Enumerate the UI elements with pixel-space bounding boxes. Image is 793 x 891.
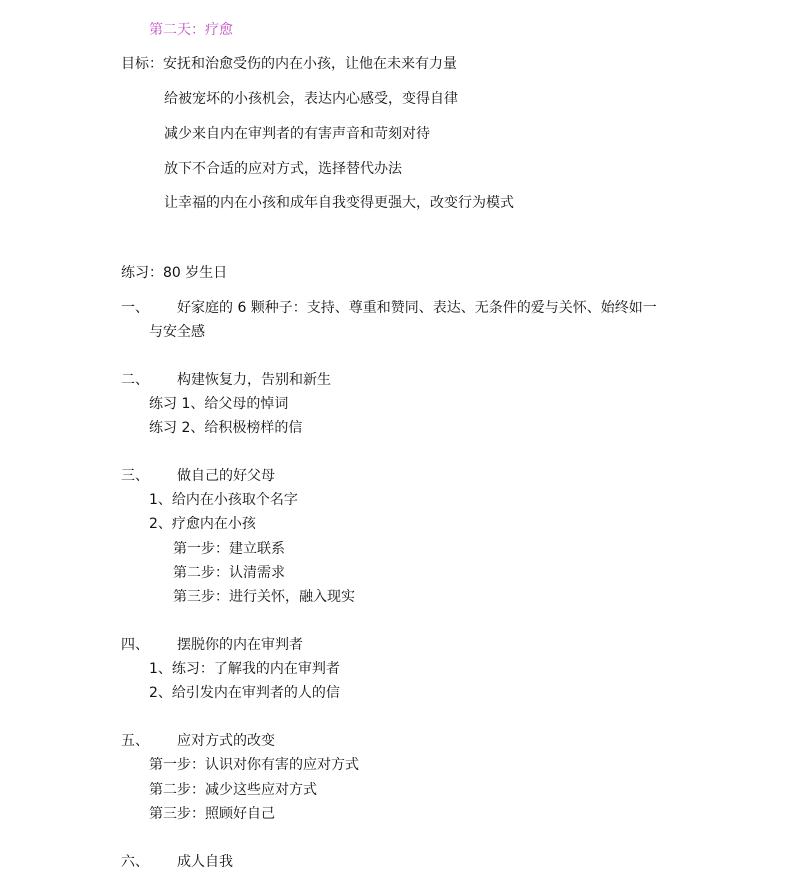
section-item: 第二步：减少这些应对方式 <box>149 782 317 798</box>
goal-item: 减少来自内在审判者的有害声音和苛刻对待 <box>164 126 430 142</box>
section-item: 练习 2、给积极榜样的信 <box>149 420 303 436</box>
section-item: 2、疗愈内在小孩 <box>149 516 256 532</box>
section-number: 三、 <box>121 468 149 484</box>
section-number: 一、 <box>121 300 149 316</box>
goal-item: 给被宠坏的小孩机会，表达内心感受，变得自律 <box>164 91 458 107</box>
section-item: 1、练习：了解我的内在审判者 <box>149 661 340 677</box>
section-number: 四、 <box>121 637 149 653</box>
section-number: 二、 <box>121 372 149 388</box>
section-item: 第一步：认识对你有害的应对方式 <box>149 757 359 773</box>
section-number: 五、 <box>121 733 149 749</box>
goal-item: 让幸福的内在小孩和成年自我变得更强大，改变行为模式 <box>164 195 514 211</box>
section-item: 1、给内在小孩取个名字 <box>149 492 298 508</box>
section-item: 练习 1、给父母的悼词 <box>149 396 289 412</box>
section-title: 应对方式的改变 <box>177 733 275 749</box>
section-title: 构建恢复力，告别和新生 <box>177 372 331 388</box>
section-title-continuation: 与安全感 <box>149 324 205 340</box>
section-subitem: 第一步：建立联系 <box>173 541 285 557</box>
section-title: 好家庭的 6 颗种子：支持、尊重和赞同、表达、无条件的爱与关怀、始终如一 <box>177 300 657 316</box>
day-title: 第二天：疗愈 <box>149 22 233 38</box>
section-item: 2、给引发内在审判者的人的信 <box>149 685 340 701</box>
section-subitem: 第二步：认清需求 <box>173 565 285 581</box>
goal-item: 放下不合适的应对方式，选择替代办法 <box>164 161 402 177</box>
goal-line: 目标：安抚和治愈受伤的内在小孩，让他在未来有力量 <box>121 56 457 72</box>
section-item: 第三步：照顾好自己 <box>149 806 275 822</box>
exercise-title: 练习：80 岁生日 <box>121 265 228 281</box>
section-subitem: 第三步：进行关怀，融入现实 <box>173 589 355 605</box>
section-title: 成人自我 <box>177 854 233 870</box>
section-number: 六、 <box>121 854 149 870</box>
section-title: 做自己的好父母 <box>177 468 275 484</box>
section-title: 摆脱你的内在审判者 <box>177 637 303 653</box>
